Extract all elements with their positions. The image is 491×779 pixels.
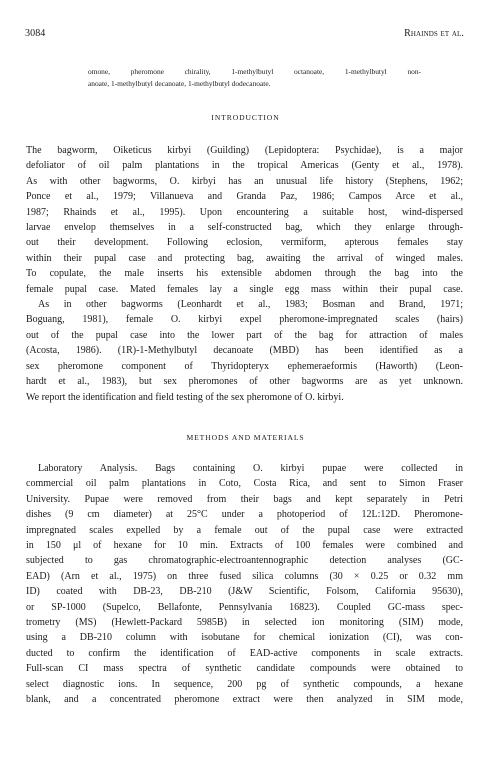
- methods-body: [26, 461, 463, 708]
- body-line: using a DB-210 column with isobutane for chemical ionization (CI), was con-: [26, 632, 463, 644]
- body-line: We report the identification and field testing of the sex pheromone of O. kirbyi.: [26, 391, 344, 403]
- body-line: defoliator of oil palm plantations in the tropical Americas (Genty et al., 1978).: [26, 160, 463, 172]
- body-line: Ponce et al., 1979; Villanueva and Granda Paz, 1986; Campos Arce et al.,: [26, 191, 463, 203]
- body-line: commercial oil palm plantations in Coto, Costa Rica, and sent to Simon Fraser: [26, 478, 463, 490]
- body-line: within their pupal case and protecting bag, awaiting the arrival of winged males.: [26, 252, 463, 264]
- methods-heading: METHODS AND MATERIALS: [186, 433, 305, 442]
- body-line: Full-scan CI mass spectra of synthetic candidate compounds were obtained to: [26, 663, 463, 675]
- body-line: female pupal case. Mated females lay a single egg mass within their pupal case.: [26, 283, 463, 295]
- running-author: Rhainds et al.: [404, 28, 464, 39]
- body-line: larvae envelop themselves in a self-constructed bag, which they enlarge through-: [26, 222, 463, 234]
- running-head: [25, 28, 464, 39]
- body-line: out of the pupal case into the lower part of the bag for attraction of males: [26, 329, 463, 341]
- body-line: EAD) (Arn et al., 1975) on three fused silica columns (30 × 0.25 or 0.32 mm: [26, 570, 463, 582]
- body-line: subjected to gas chromatographic-electroantennographic detection analyses (GC-: [26, 555, 463, 567]
- body-line: As in other bagworms (Leonhardt et al., 1983; Bosman and Brand, 1971;: [38, 299, 463, 311]
- keywords-block: [88, 66, 421, 90]
- body-line: or SP-1000 (Supelco, Bellafonte, Pennsylvania 16823). Coupled GC-mass spec-: [26, 601, 463, 613]
- keywords-line: omone, pheromone chirality, 1-methylbutyl octanoate, 1-methylbutyl non-: [88, 67, 421, 76]
- body-line: 1987; Rhainds et al., 1995). Upon encountering a suitable host, wind-dispersed: [26, 206, 463, 218]
- body-line: ID) coated with DB-23, DB-210 (J&W Scientific, Folsom, California 95630),: [26, 586, 463, 598]
- body-line: ducted to confirm the identification of EAD-active components in scale extracts.: [26, 647, 463, 659]
- keywords-line: anoate, 1-methylbutyl decanoate, 1-methylbutyl dodecanoate.: [88, 79, 271, 88]
- body-line: impregnated scales expelled by a female out of the pupal case were extracted: [26, 524, 463, 536]
- introduction-heading: INTRODUCTION: [211, 113, 280, 122]
- body-line: select diagnostic ions. In sequence, 200 pg of synthetic compounds, a hexane: [26, 678, 463, 690]
- body-line: trometry (MS) (Hewlett-Packard 5985B) in selected ion monitoring (SIM) mode,: [26, 617, 463, 629]
- body-line: (Acosta, 1986). (1R)-1-Methylbutyl decanoate (MBD) has been identified as a: [26, 345, 463, 357]
- page-number: 3084: [25, 28, 46, 39]
- body-line: blank, and a concentrated pheromone extract were then analyzed in SIM mode,: [26, 694, 463, 706]
- body-line: dishes (9 cm diameter) at 25°C under a photoperiod of 12L:12D. Pheromone-: [26, 509, 463, 521]
- body-line: sex pheromone component of Thyridopteryx ephemeraeformis (Haworth) (Leon-: [26, 360, 463, 372]
- body-line: As with other bagworms, O. kirbyi has an unusual life history (Stephens, 1962;: [26, 175, 463, 187]
- introduction-body: [26, 143, 463, 405]
- body-line: Laboratory Analysis. Bags containing O. kirbyi pupae were collected in: [38, 463, 463, 474]
- body-line: in 150 μl of hexane for 10 min. Extracts of 100 females were combined and: [26, 540, 463, 552]
- body-line: out their development. Following eclosion, vermiform, apterous females stay: [26, 237, 463, 249]
- body-line: The bagworm, Oiketicus kirbyi (Guilding) (Lepidoptera: Psychidae), is a major: [26, 145, 463, 156]
- body-line: Boguang, 1981), female O. kirbyi expel pheromone-impregnated scales (hairs): [26, 314, 463, 326]
- body-line: hardt et al., 1983), but sex pheromones of other bagworms are as yet unknown.: [26, 376, 463, 388]
- body-line: To copulate, the male inserts his extensible abdomen through the bag into the: [26, 268, 463, 280]
- body-line: University. Pupae were removed from their bags and kept separately in Petri: [26, 493, 463, 505]
